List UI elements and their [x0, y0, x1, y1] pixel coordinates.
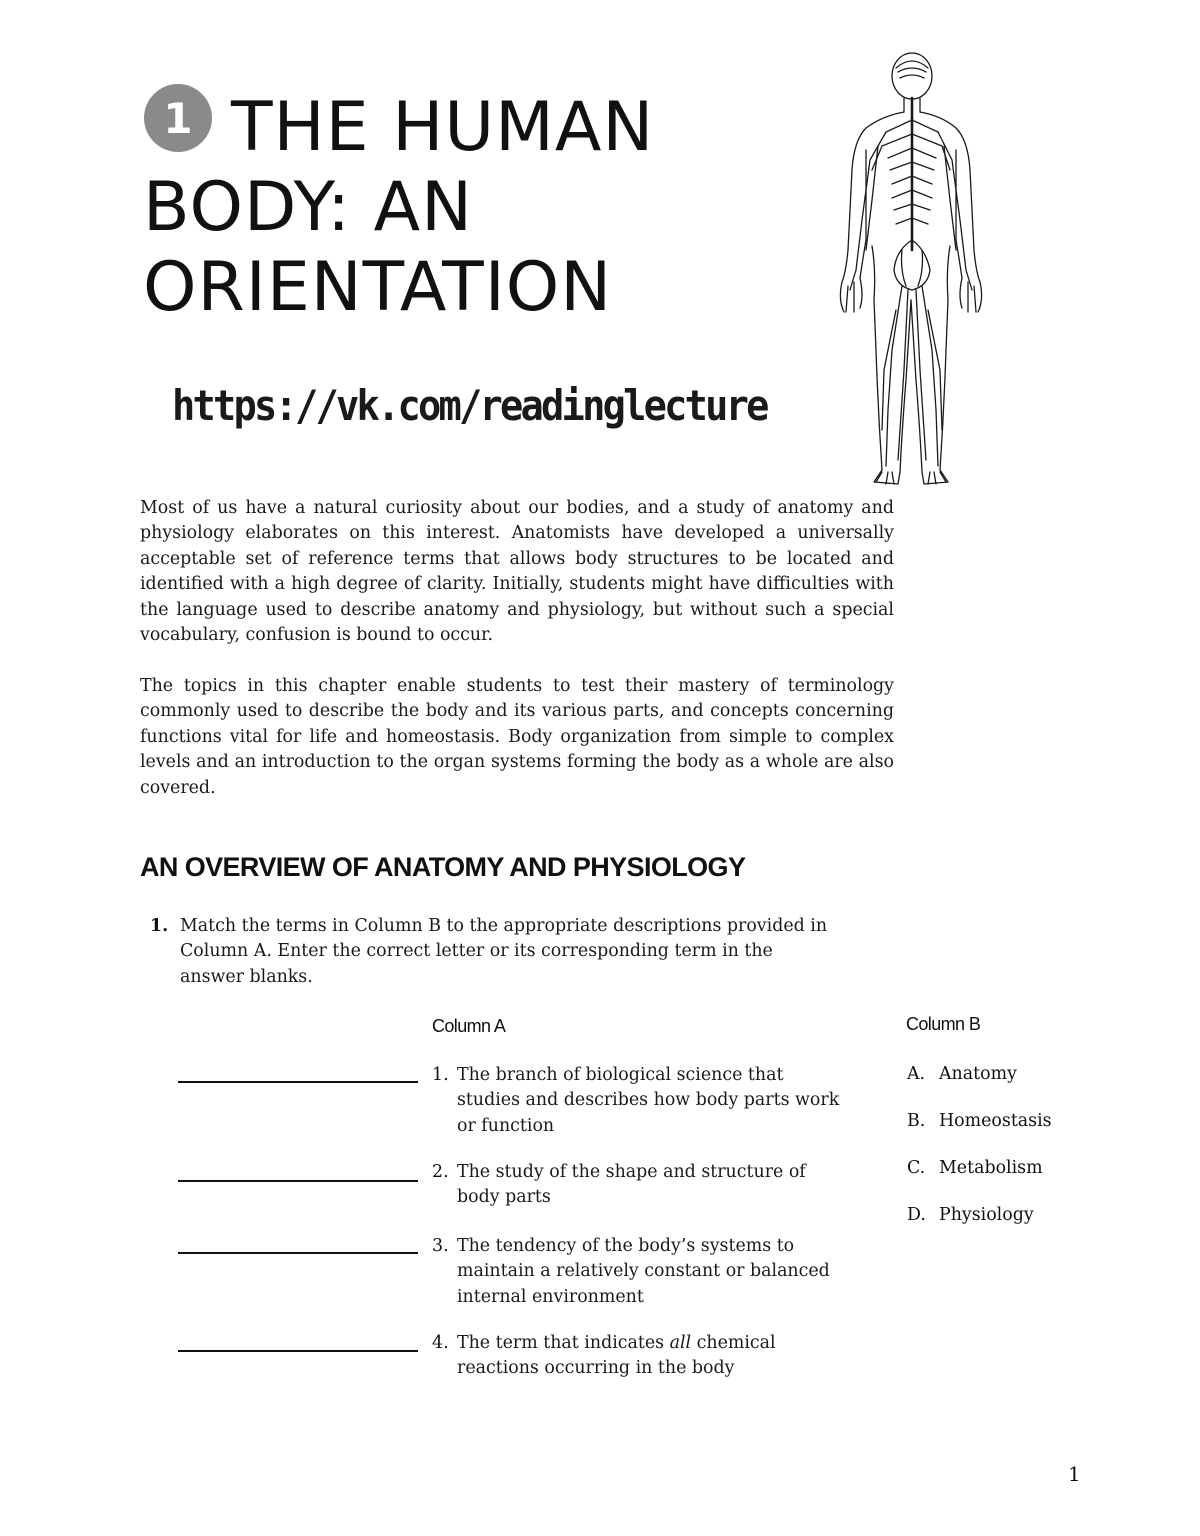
- column-a-item-text: The term that indicates all chemical reactions occurring in the body: [457, 1333, 776, 1379]
- intro-paragraph-2: The topics in this chapter enable students to test their mastery of terminology commonly used to describe the body and its various parts, and concepts concerning functions vital for life and homeostasis. Body organization from simple to complex levels and an introduction to the organ systems forming the body as a whole are also covered.: [140, 676, 894, 798]
- chapter-title-line-3: ORIENTATION: [143, 248, 613, 327]
- answer-blank-3[interactable]: [178, 1252, 418, 1254]
- column-a-item-text: The tendency of the body’s systems to maintain a relatively constant or balanced internal environment: [457, 1236, 830, 1307]
- column-b-option-term: Homeostasis: [939, 1111, 1052, 1131]
- answer-blank-4[interactable]: [178, 1350, 418, 1352]
- column-a-item-number: 2.: [432, 1162, 449, 1182]
- column-a-item-number: 1.: [432, 1065, 449, 1085]
- chapter-title-line-2: BODY: AN: [143, 168, 474, 247]
- column-b-option-letter: A.: [907, 1064, 926, 1084]
- watermark-url: https://vk.com/readinglecture: [172, 381, 767, 430]
- page-number: 1: [1068, 1462, 1081, 1486]
- column-a-item-text: The study of the shape and structure of body parts: [457, 1162, 806, 1208]
- column-b-option-term: Metabolism: [939, 1158, 1043, 1178]
- column-b-heading: Column B: [906, 1014, 981, 1034]
- question-number: 1.: [150, 916, 169, 936]
- chapter-title-line-1: THE HUMAN: [231, 88, 655, 167]
- column-a-item-number: 4.: [432, 1333, 449, 1353]
- column-a-item-text: The branch of biological science that studies and describes how body parts work or function: [457, 1065, 840, 1136]
- human-nervous-system-icon: [826, 50, 986, 490]
- section-heading: AN OVERVIEW OF ANATOMY AND PHYSIOLOGY: [140, 852, 746, 882]
- column-b-option-letter: B.: [907, 1111, 926, 1131]
- intro-paragraph-1: Most of us have a natural curiosity about our bodies, and a study of anatomy and physiology elaborates on this interest. Anatomists have developed a universally acceptable set of reference terms that allows body structures to be located and identified with a high degree of clarity. Initially, students might have difficulties with the language used to describe anatomy and physiology, but without such a special vocabulary, confusion is bound to occur.: [140, 498, 894, 646]
- emphasis-all: all: [669, 1333, 692, 1353]
- column-b-option-letter: D.: [907, 1205, 926, 1225]
- answer-blank-1[interactable]: [178, 1081, 418, 1083]
- chapter-title: [143, 88, 703, 328]
- column-b-option-term: Physiology: [939, 1205, 1034, 1225]
- column-a-item-number: 3.: [432, 1236, 449, 1256]
- chapter-number-badge: 1: [144, 84, 212, 152]
- column-a-heading: Column A: [432, 1016, 506, 1036]
- question-prompt: Match the terms in Column B to the appropriate descriptions provided in Column A. Enter the correct letter or its corresponding term in the answer blanks.: [180, 916, 828, 987]
- column-b-option-term: Anatomy: [939, 1064, 1017, 1084]
- answer-blank-2[interactable]: [178, 1180, 418, 1182]
- column-b-option-letter: C.: [907, 1158, 926, 1178]
